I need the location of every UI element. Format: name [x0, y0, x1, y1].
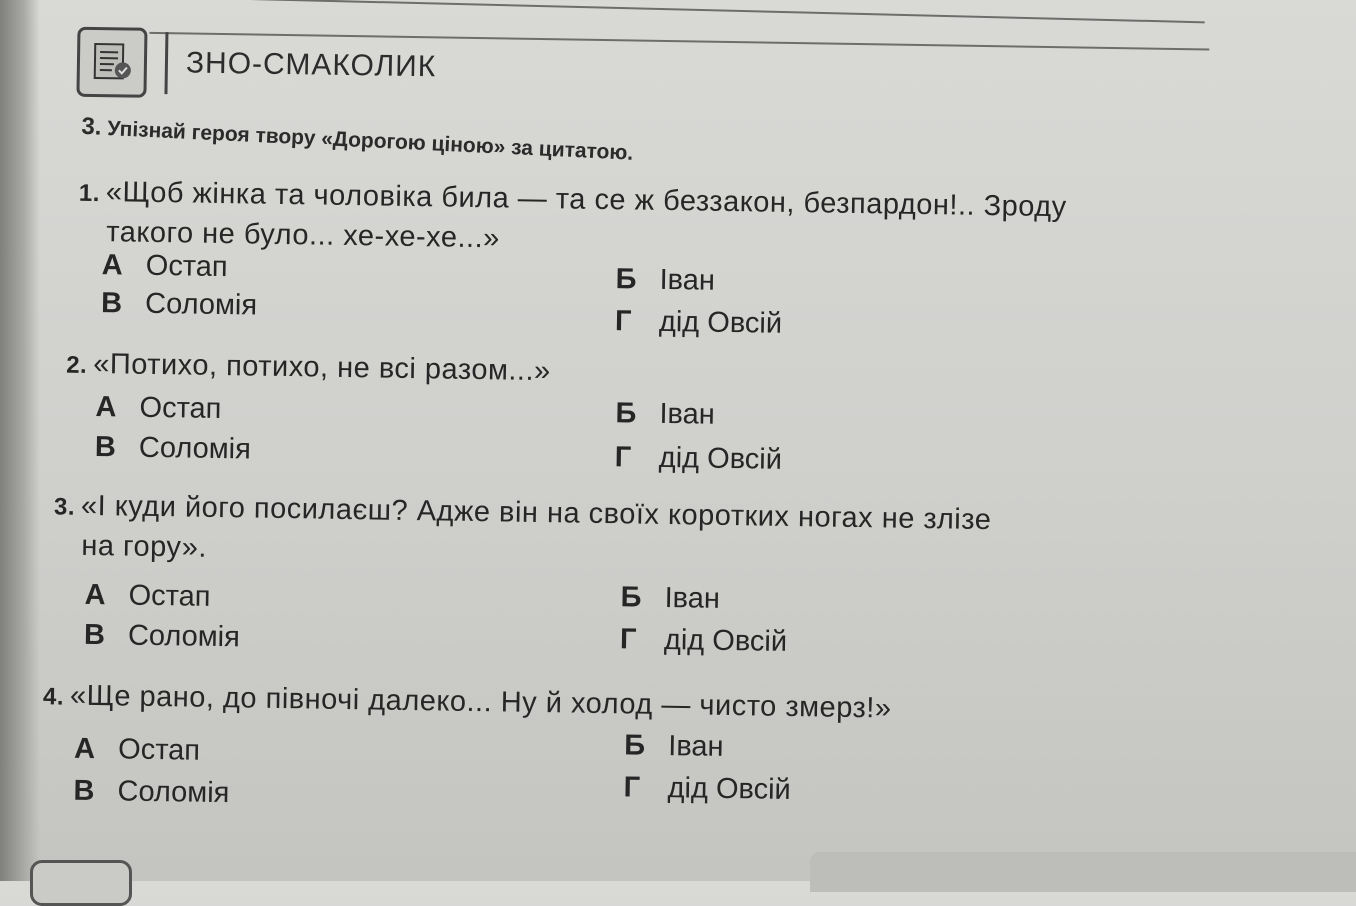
option-text: Остап — [146, 250, 228, 283]
option-letter: Г — [615, 441, 660, 475]
option-letter: А — [95, 391, 140, 425]
option-text: Іван — [664, 582, 720, 615]
option-text: дід Овсій — [667, 772, 791, 806]
option-a — [84, 579, 210, 614]
option-text: Соломія — [145, 288, 257, 322]
option-letter: Б — [620, 581, 665, 615]
option-letter: В — [84, 619, 129, 653]
option-b — [624, 729, 724, 764]
section-title: ЗНО-СМАКОЛИК — [186, 46, 437, 84]
question-number: 3. — [54, 493, 75, 520]
question-2 — [66, 345, 551, 393]
option-letter: А — [102, 249, 147, 283]
question-number: 4. — [43, 683, 64, 710]
option-b — [615, 263, 715, 298]
option-b — [615, 397, 715, 432]
option-g — [623, 771, 791, 807]
option-letter: Г — [620, 623, 665, 657]
option-g — [620, 623, 788, 659]
option-text: Остап — [139, 392, 221, 425]
option-text: Соломія — [139, 432, 251, 466]
option-letter: Г — [623, 771, 668, 805]
option-text: дід Овсій — [659, 306, 783, 340]
option-text: дід Овсій — [664, 624, 788, 658]
task-instruction — [81, 113, 634, 167]
option-letter: А — [74, 733, 119, 767]
top-rule — [80, 0, 1205, 23]
question-text: «І куди його посилаєш? Адже він на своїх коротких ногах не злізе — [81, 490, 992, 536]
question-3 — [53, 486, 992, 579]
option-a — [74, 733, 200, 768]
option-letter: В — [101, 287, 146, 321]
option-v — [101, 287, 257, 322]
option-letter: Б — [615, 397, 660, 431]
section-header — [76, 27, 436, 103]
question-text-cont: на гору». — [53, 526, 991, 579]
option-text: дід Овсій — [659, 442, 783, 476]
option-letter: Б — [615, 263, 660, 297]
option-text: Остап — [118, 733, 200, 766]
next-section-tab — [30, 860, 132, 906]
option-letter: В — [95, 431, 140, 465]
question-number: 1. — [79, 180, 100, 207]
next-section-band — [810, 852, 1356, 892]
option-text: Іван — [659, 264, 715, 297]
question-number: 2. — [66, 352, 87, 379]
question-text-cont: такого не було... хе-хе-хе...» — [78, 213, 1066, 267]
option-v — [84, 619, 240, 654]
document-check-icon — [76, 27, 147, 98]
option-text: Остап — [128, 580, 210, 613]
option-text: Іван — [659, 398, 715, 431]
option-text: Соломія — [117, 775, 229, 809]
question-text: «Щоб жінка та чоловіка била — та се ж беззакон, безпардон!.. Зроду — [106, 176, 1067, 223]
option-letter: Г — [615, 305, 660, 339]
question-text: «Потихо, потихо, не всі разом...» — [93, 348, 551, 387]
question-text: «Ще рано, до півночі далеко... Ну й холод — чисто змерз!» — [70, 680, 892, 725]
option-a — [102, 249, 228, 284]
option-v — [73, 775, 229, 810]
option-text: Іван — [668, 730, 724, 763]
option-g — [615, 305, 783, 341]
option-letter: А — [84, 579, 129, 613]
option-letter: Б — [624, 729, 669, 763]
question-4 — [43, 676, 892, 729]
option-b — [620, 581, 720, 616]
option-text: Соломія — [128, 620, 240, 654]
option-v — [95, 431, 251, 466]
option-letter: В — [73, 775, 118, 809]
task-number: 3. — [81, 113, 102, 141]
option-a — [95, 391, 221, 426]
option-g — [615, 441, 783, 477]
header-divider — [164, 32, 168, 94]
task-text: Упізнай героя твору «Дорогою ціною» за цитатою. — [107, 117, 634, 165]
